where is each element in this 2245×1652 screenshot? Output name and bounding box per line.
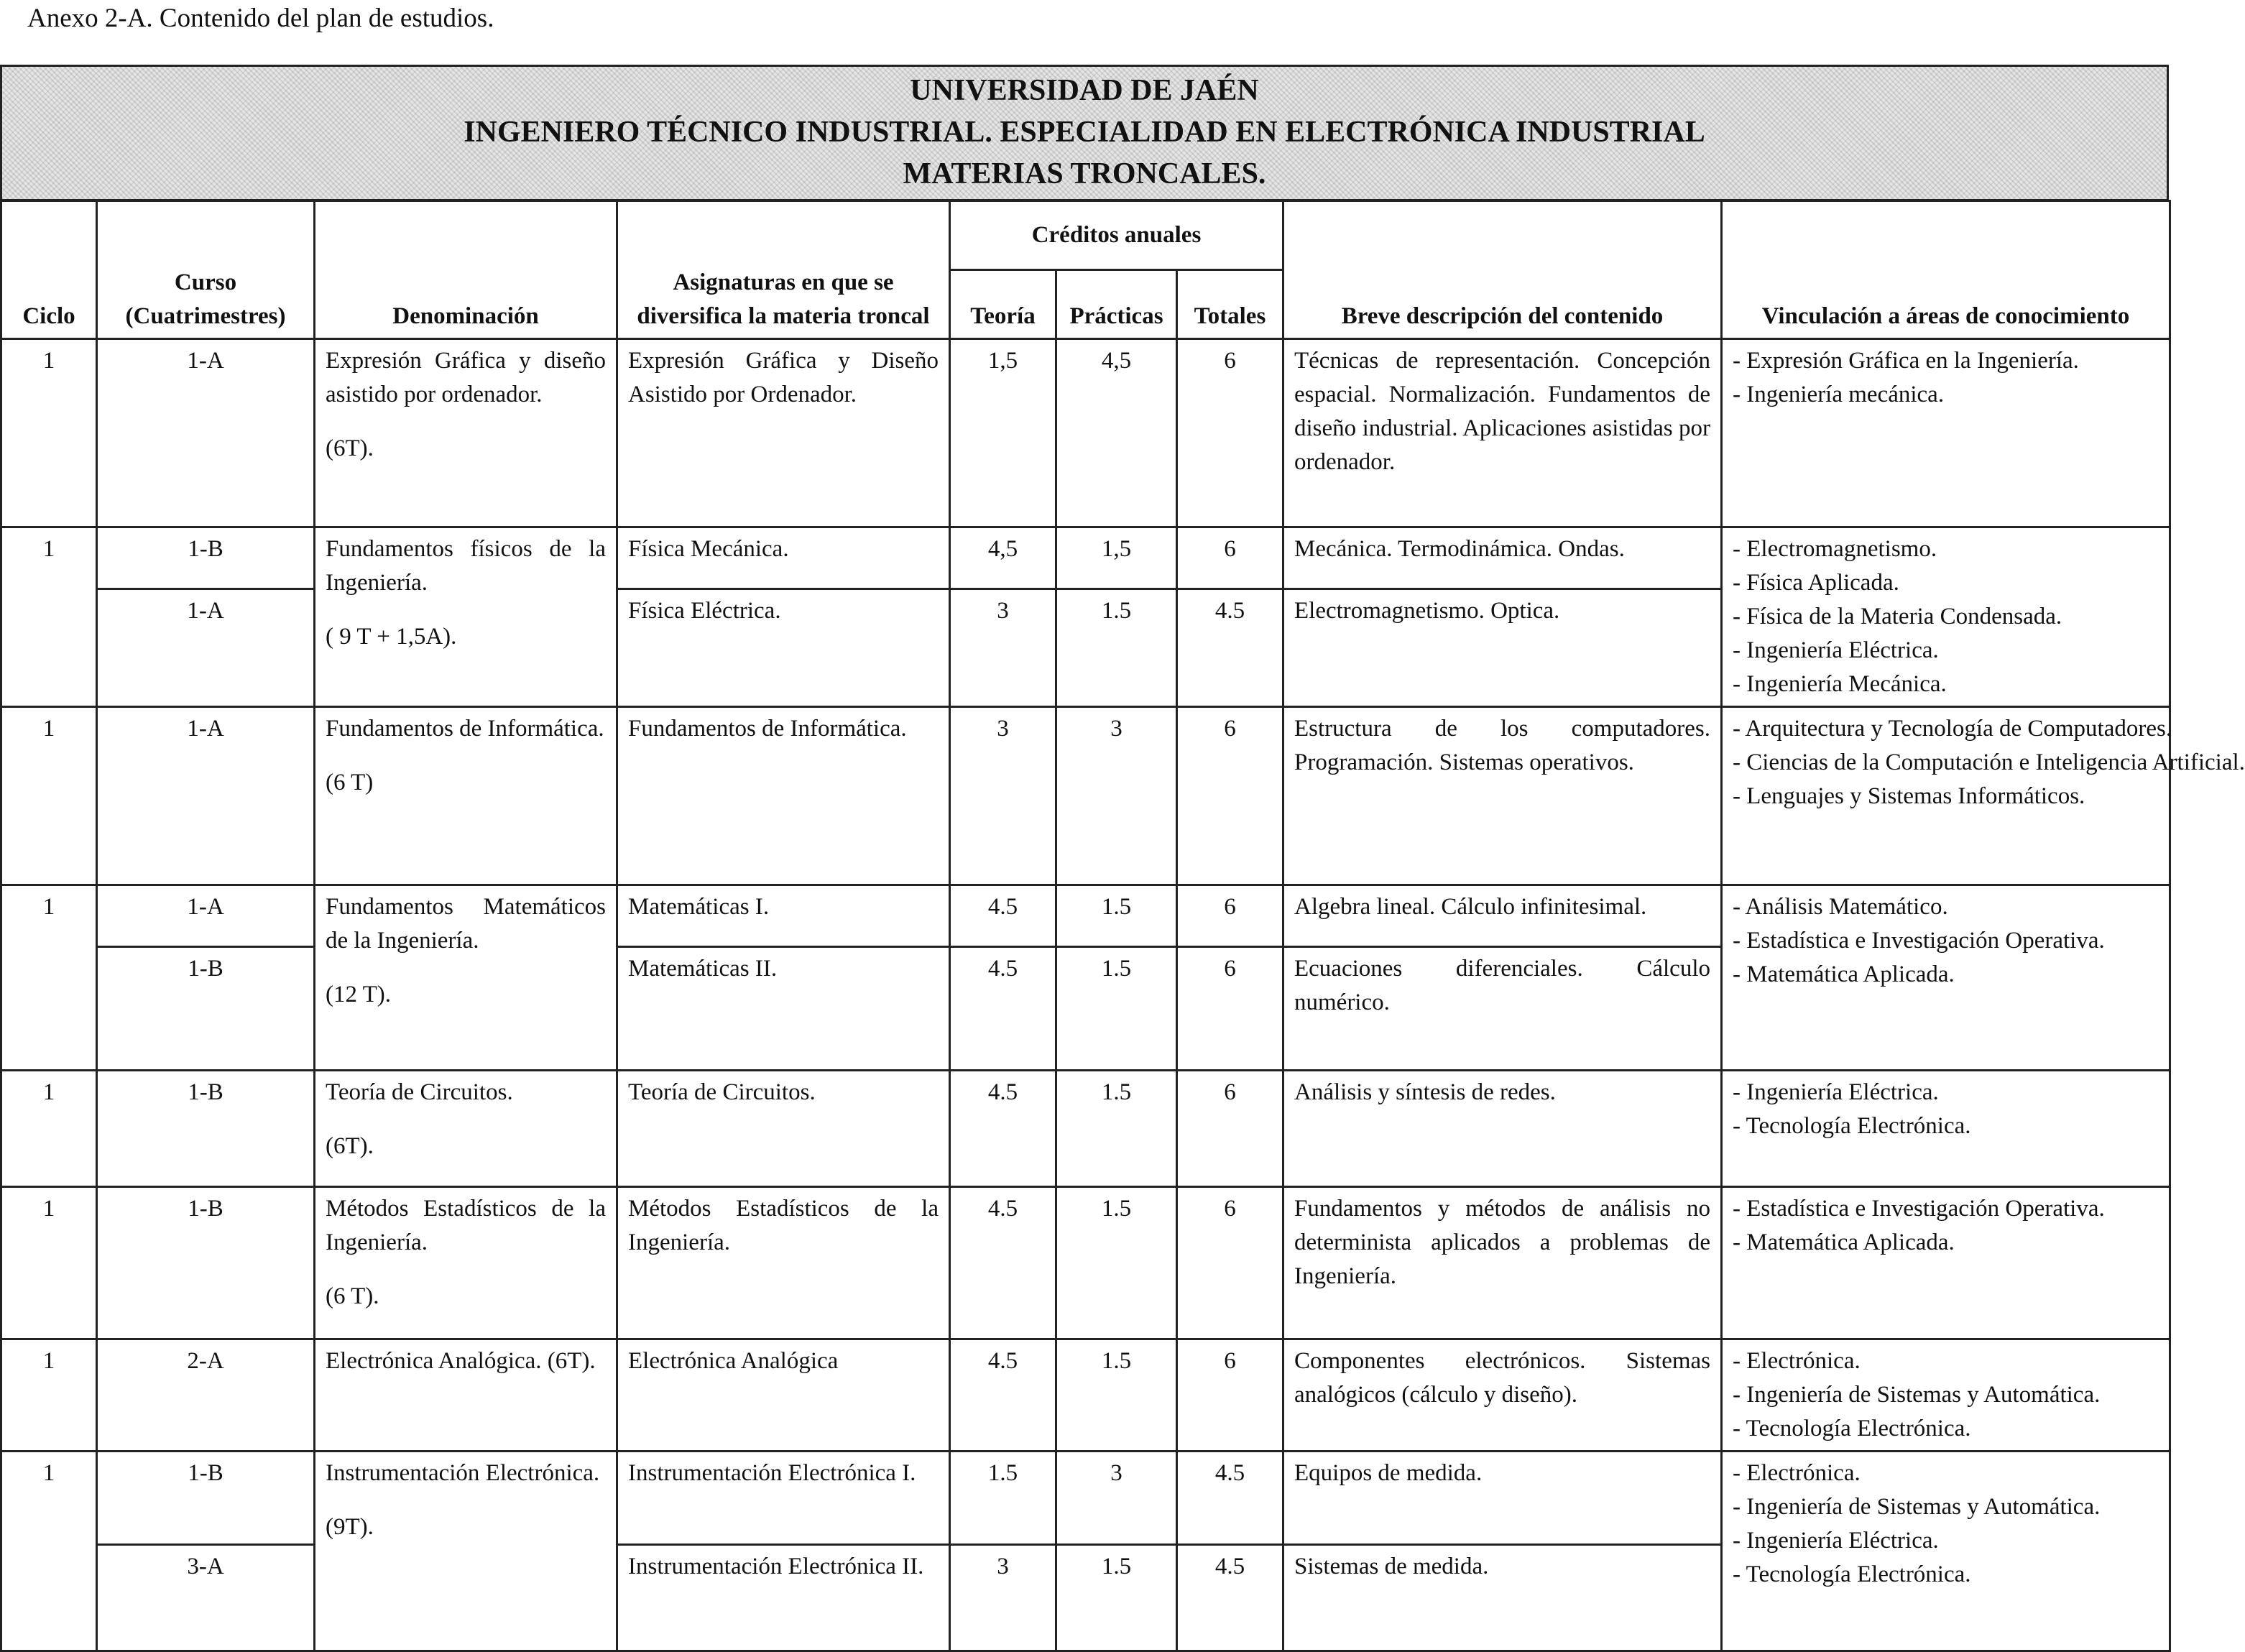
denominacion-text: Electrónica Analógica. (6T).: [326, 1348, 596, 1374]
cell-totales: 6: [1177, 947, 1283, 1071]
denominacion-text: Teoría de Circuitos.: [326, 1079, 513, 1105]
table-row: [1, 1339, 2170, 1452]
cell-ciclo: 1: [1, 707, 97, 885]
cell-practicas: 1.5: [1056, 1545, 1177, 1651]
cell-practicas: 1,5: [1056, 527, 1177, 589]
denominacion-creditos: (6T).: [326, 435, 374, 461]
header-descripcion: Breve descripción del contenido: [1283, 201, 1722, 339]
table-row: [1, 707, 2170, 885]
table-row: [1, 1452, 2170, 1545]
cell-ciclo: 1: [1, 527, 97, 707]
area-item: - Tecnología Electrónica.: [1733, 1561, 1971, 1587]
cell-asignatura: Electrónica Analógica: [617, 1339, 950, 1452]
header-vinculacion: Vinculación a áreas de conocimiento: [1722, 201, 2170, 339]
cell-practicas: 1.5: [1056, 885, 1177, 947]
cell-denominacion: [315, 885, 617, 1071]
cell-descripcion: Equipos de medida.: [1283, 1452, 1722, 1545]
area-item: - Electrónica.: [1733, 1460, 1861, 1486]
cell-vinculacion: [1722, 1187, 2170, 1339]
cell-curso: 1-B: [97, 527, 315, 589]
cell-descripcion: Fundamentos y métodos de análisis no determinista aplicados a problemas de Ingeniería.: [1283, 1187, 1722, 1339]
cell-asignatura: Expresión Gráfica y Diseño Asistido por Ordenador.: [617, 339, 950, 527]
cell-denominacion: [315, 707, 617, 885]
cell-denominacion: [315, 1187, 617, 1339]
cell-totales: 4.5: [1177, 1452, 1283, 1545]
cell-curso: 1-B: [97, 1187, 315, 1339]
area-item: - Física Aplicada.: [1733, 570, 1899, 596]
cell-curso: 2-A: [97, 1339, 315, 1452]
cell-totales: 4.5: [1177, 589, 1283, 707]
cell-curso: 1-A: [97, 339, 315, 527]
cell-ciclo: 1: [1, 1452, 97, 1651]
area-item: - Ingeniería Eléctrica.: [1733, 637, 1939, 663]
cell-teoria: 3: [950, 707, 1056, 885]
header-creditos: Créditos anuales: [950, 201, 1283, 270]
cell-ciclo: 1: [1, 1187, 97, 1339]
cell-asignatura: Instrumentación Electrónica II.: [617, 1545, 950, 1651]
cell-ciclo: 1: [1, 885, 97, 1071]
cell-curso: 1-A: [97, 885, 315, 947]
area-item: - Electrónica.: [1733, 1348, 1861, 1374]
cell-teoria: 4.5: [950, 1339, 1056, 1452]
cell-descripcion: Mecánica. Termodinámica. Ondas.: [1283, 527, 1722, 589]
cell-practicas: 3: [1056, 1452, 1177, 1545]
cell-teoria: 4.5: [950, 1071, 1056, 1187]
denominacion-creditos: (9T).: [326, 1514, 374, 1540]
cell-curso: 1-A: [97, 707, 315, 885]
cell-totales: 6: [1177, 1071, 1283, 1187]
header-denominacion: Denominación: [315, 201, 617, 339]
cell-descripcion: Componentes electrónicos. Sistemas analógicos (cálculo y diseño).: [1283, 1339, 1722, 1452]
cell-teoria: 1.5: [950, 1452, 1056, 1545]
area-item: - Estadística e Investigación Operativa.: [1733, 1196, 2105, 1222]
area-item: - Tecnología Electrónica.: [1733, 1416, 1971, 1441]
area-item: - Electromagnetismo.: [1733, 536, 1937, 562]
area-item: - Ingeniería de Sistemas y Automática.: [1733, 1494, 2101, 1520]
denominacion-creditos: (6 T): [326, 770, 374, 795]
cell-totales: 6: [1177, 339, 1283, 527]
cell-curso: 1-B: [97, 1071, 315, 1187]
cell-descripcion: Sistemas de medida.: [1283, 1545, 1722, 1651]
cell-curso: 1-B: [97, 947, 315, 1071]
cell-vinculacion: [1722, 885, 2170, 1071]
cell-descripcion: Algebra lineal. Cálculo infinitesimal.: [1283, 885, 1722, 947]
denominacion-text: Métodos Estadísticos de la Ingeniería.: [326, 1196, 606, 1255]
cell-asignatura: Instrumentación Electrónica I.: [617, 1452, 950, 1545]
cell-totales: 4.5: [1177, 1545, 1283, 1651]
header-practicas: Prácticas: [1056, 270, 1177, 339]
area-item: - Matemática Aplicada.: [1733, 1229, 1955, 1255]
area-item: - Matemática Aplicada.: [1733, 961, 1955, 987]
banner-university: UNIVERSIDAD DE JAÉN: [910, 74, 1259, 107]
cell-vinculacion: [1722, 1452, 2170, 1651]
cell-denominacion: [315, 339, 617, 527]
area-item: - Lenguajes y Sistemas Informáticos.: [1733, 783, 2085, 809]
cell-ciclo: 1: [1, 1071, 97, 1187]
denominacion-text: Fundamentos de Informática.: [326, 716, 604, 742]
header-totales: Totales: [1177, 270, 1283, 339]
cell-teoria: 3: [950, 589, 1056, 707]
table-row: [1, 1071, 2170, 1187]
cell-totales: 6: [1177, 707, 1283, 885]
denominacion-creditos: (12 T).: [326, 982, 392, 1007]
table-row: [1, 339, 2170, 527]
cell-descripcion: Ecuaciones diferenciales. Cálculo numérico.: [1283, 947, 1722, 1071]
cell-asignatura: Física Eléctrica.: [617, 589, 950, 707]
cell-teoria: 4.5: [950, 947, 1056, 1071]
area-item: - Física de la Materia Condensada.: [1733, 604, 2062, 629]
cell-descripcion: Análisis y síntesis de redes.: [1283, 1071, 1722, 1187]
cell-totales: 6: [1177, 1187, 1283, 1339]
area-item: - Expresión Gráfica en la Ingeniería.: [1733, 348, 2079, 374]
cell-asignatura: Fundamentos de Informática.: [617, 707, 950, 885]
area-item: - Ingeniería Eléctrica.: [1733, 1528, 1939, 1554]
cell-teoria: 1,5: [950, 339, 1056, 527]
banner-degree: INGENIERO TÉCNICO INDUSTRIAL. ESPECIALIDAD EN ELECTRÓNICA INDUSTRIAL: [464, 116, 1705, 149]
table-body: [1, 339, 2245, 1651]
cell-denominacion: [315, 1452, 617, 1651]
banner-subject-type: MATERIAS TRONCALES.: [903, 157, 1266, 190]
denominacion-creditos: (6T).: [326, 1133, 374, 1159]
header-asignaturas: Asignaturas en que se diversifica la materia troncal: [617, 201, 950, 339]
cell-asignatura: Matemáticas I.: [617, 885, 950, 947]
denominacion-text: Instrumentación Electrónica.: [326, 1460, 600, 1486]
cell-vinculacion: [1722, 339, 2170, 527]
cell-curso: 1-B: [97, 1452, 315, 1545]
cell-asignatura: Matemáticas II.: [617, 947, 950, 1071]
document-caption: Anexo 2-A. Contenido del plan de estudios.: [27, 4, 494, 33]
cell-descripcion: Electromagnetismo. Optica.: [1283, 589, 1722, 707]
cell-practicas: 1.5: [1056, 947, 1177, 1071]
cell-ciclo: 1: [1, 339, 97, 527]
cell-denominacion: [315, 1339, 617, 1452]
area-item: - Ingeniería Eléctrica.: [1733, 1079, 1939, 1105]
cell-asignatura: Física Mecánica.: [617, 527, 950, 589]
cell-practicas: 1.5: [1056, 1187, 1177, 1339]
cell-practicas: 1.5: [1056, 589, 1177, 707]
area-item: - Ingeniería mecánica.: [1733, 382, 1945, 407]
table-banner: [0, 65, 2169, 201]
area-item: - Ingeniería de Sistemas y Automática.: [1733, 1382, 2101, 1408]
table-row: [1, 527, 2170, 589]
cell-teoria: 4,5: [950, 527, 1056, 589]
area-item: - Tecnología Electrónica.: [1733, 1113, 1971, 1139]
denominacion-creditos: ( 9 T + 1,5A).: [326, 624, 457, 650]
header-curso: Curso (Cuatrimestres): [97, 201, 315, 339]
table-row: [1, 1187, 2170, 1339]
cell-totales: 6: [1177, 1339, 1283, 1452]
curriculum-table: [0, 200, 2245, 1652]
denominacion-text: Fundamentos Matemáticos de la Ingeniería.: [326, 894, 606, 954]
cell-curso: 1-A: [97, 589, 315, 707]
cell-descripcion: Estructura de los computadores. Programación. Sistemas operativos.: [1283, 707, 1722, 885]
cell-ciclo: 1: [1, 1339, 97, 1452]
denominacion-text: Expresión Gráfica y diseño asistido por ordenador.: [326, 348, 606, 407]
cell-totales: 6: [1177, 527, 1283, 589]
cell-asignatura: Teoría de Circuitos.: [617, 1071, 950, 1187]
cell-asignatura: Métodos Estadísticos de la Ingeniería.: [617, 1187, 950, 1339]
cell-vinculacion: [1722, 1339, 2170, 1452]
cell-vinculacion: [1722, 707, 2245, 885]
area-item: - Análisis Matemático.: [1733, 894, 1948, 920]
cell-totales: 6: [1177, 885, 1283, 947]
denominacion-creditos: (6 T).: [326, 1283, 379, 1309]
cell-practicas: 4,5: [1056, 339, 1177, 527]
area-item: - Arquitectura y Tecnología de Computadores.: [1733, 716, 2172, 742]
cell-descripcion: Técnicas de representación. Concepción espacial. Normalización. Fundamentos de diseño industrial. Aplicaciones asistidas por ordenador.: [1283, 339, 1722, 527]
cell-teoria: 4.5: [950, 885, 1056, 947]
cell-teoria: 4.5: [950, 1187, 1056, 1339]
table-row: [1, 885, 2170, 947]
area-item: - Ciencias de la Computación e Inteligencia Artificial.: [1733, 749, 2245, 775]
cell-teoria: 3: [950, 1545, 1056, 1651]
cell-practicas: 3: [1056, 707, 1177, 885]
cell-vinculacion: [1722, 527, 2170, 707]
cell-curso: 3-A: [97, 1545, 315, 1651]
cell-practicas: 1.5: [1056, 1339, 1177, 1452]
cell-denominacion: [315, 527, 617, 707]
cell-practicas: 1.5: [1056, 1071, 1177, 1187]
cell-denominacion: [315, 1071, 617, 1187]
area-item: - Ingeniería Mecánica.: [1733, 671, 1947, 697]
denominacion-text: Fundamentos físicos de la Ingeniería.: [326, 536, 606, 596]
header-teoria: Teoría: [950, 270, 1056, 339]
cell-vinculacion: [1722, 1071, 2170, 1187]
header-ciclo: Ciclo: [1, 201, 97, 339]
area-item: - Estadística e Investigación Operativa.: [1733, 928, 2105, 954]
